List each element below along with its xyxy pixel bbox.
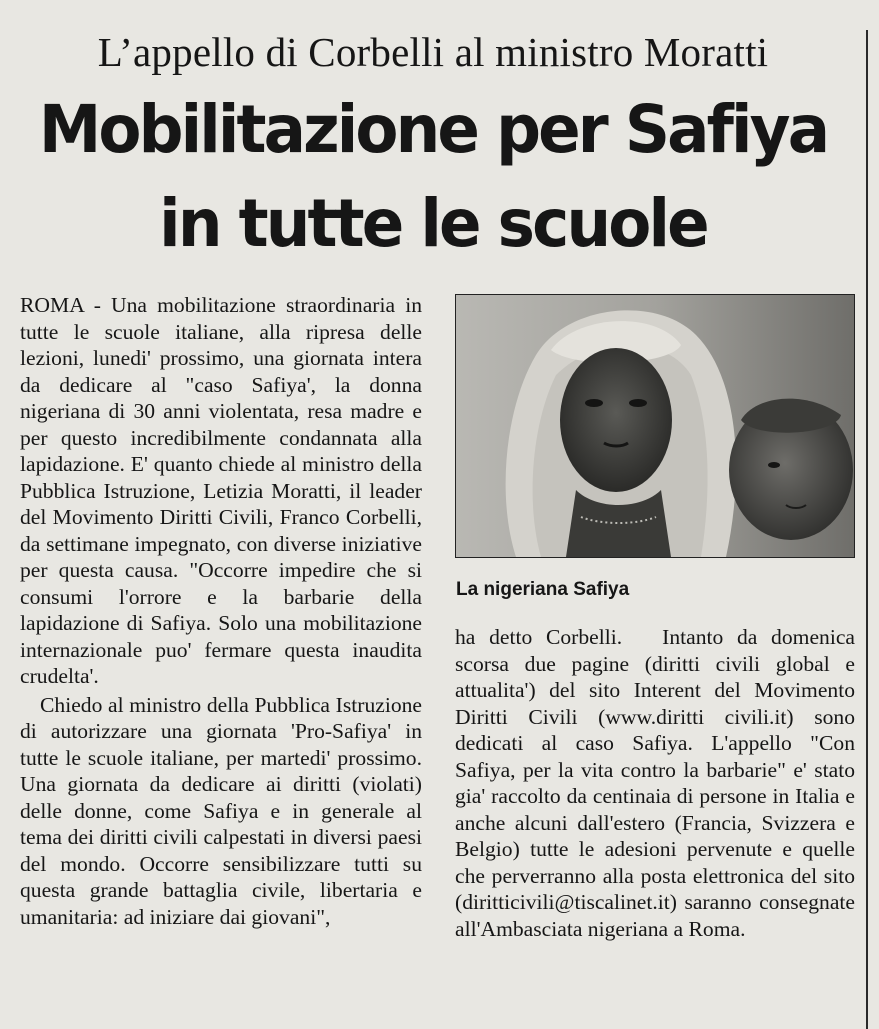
photo-caption: La nigeriana Safiya <box>456 579 630 600</box>
paragraph-2: Chiedo al ministro della Pubblica Istruzione di autorizzare una giornata 'Pro-Safiya' in tutte le scuole italiane, per martedi' prossimo. Una giornata da dedicare ai diritti (violati) delle donne, come Safiya e in generale al tema dei diritti civili calpestati in diversi paesi del mondo. Occorre sensibilizzare tutti su questa grande battaglia civile, libertaria e umanitaria: ad iniziare dai giovani", <box>20 692 422 929</box>
paragraph-3 <box>455 624 855 942</box>
paragraph-1: ROMA - Una mobilitazione straordinaria in tutte le scuole italiane, alla ripresa delle lezioni, lunedi' prossimo, una giornata intera da dedicare al "caso Safiya', la donna nigeriana di 30 anni violentata, resa madre e per questo incredibilmente condannata alla lapidazione. E' quanto chiede al ministro della Pubblica Istruzione, Letizia Moratti, il leader del Movimento Diritti Civili, Franco Corbelli, da settimane impegnato, con diverse iniziative per questa causa. "Occorre impedire che si consumi l'orrore e la barbarie della lapidazione di Safiya. Solo una mobilitazione internazionale puo' fermare questa inaudita crudelta'. <box>20 293 422 688</box>
column-rule <box>866 30 868 1029</box>
paragraph-3-start: ha detto Corbelli. <box>455 625 623 649</box>
headline-line-2: in tutte le scuole <box>159 185 707 262</box>
paragraph-3-rest: Intanto da domenica scorsa due pagine (diritti civili global e attualita') del sito Interent del Movimento Diritti Civili (www.diritti civili.it) sono dedicati al caso Safiya. L'appello "Con Safiya, per la vita contro la barbarie" e' stato gia' raccolto da centinaia di persone in Italia e anche alcuni dall'estero (Francia, Svizzera e Belgio) tutte le adesioni pervenute e quelle che perverranno alla posta elettronica del sito (diritticivili@tiscalinet.it) saranno consegnate all'Ambasciata nigeriana a Roma. <box>455 625 855 941</box>
article-column-left <box>20 292 422 930</box>
kicker: L’appello di Corbelli al ministro Moratti <box>97 29 769 75</box>
photo-safiya <box>455 294 855 558</box>
article-column-right <box>455 624 855 942</box>
headline-line-1: Mobilitazione per Safiya <box>38 91 828 168</box>
photo-illustration <box>456 295 854 557</box>
